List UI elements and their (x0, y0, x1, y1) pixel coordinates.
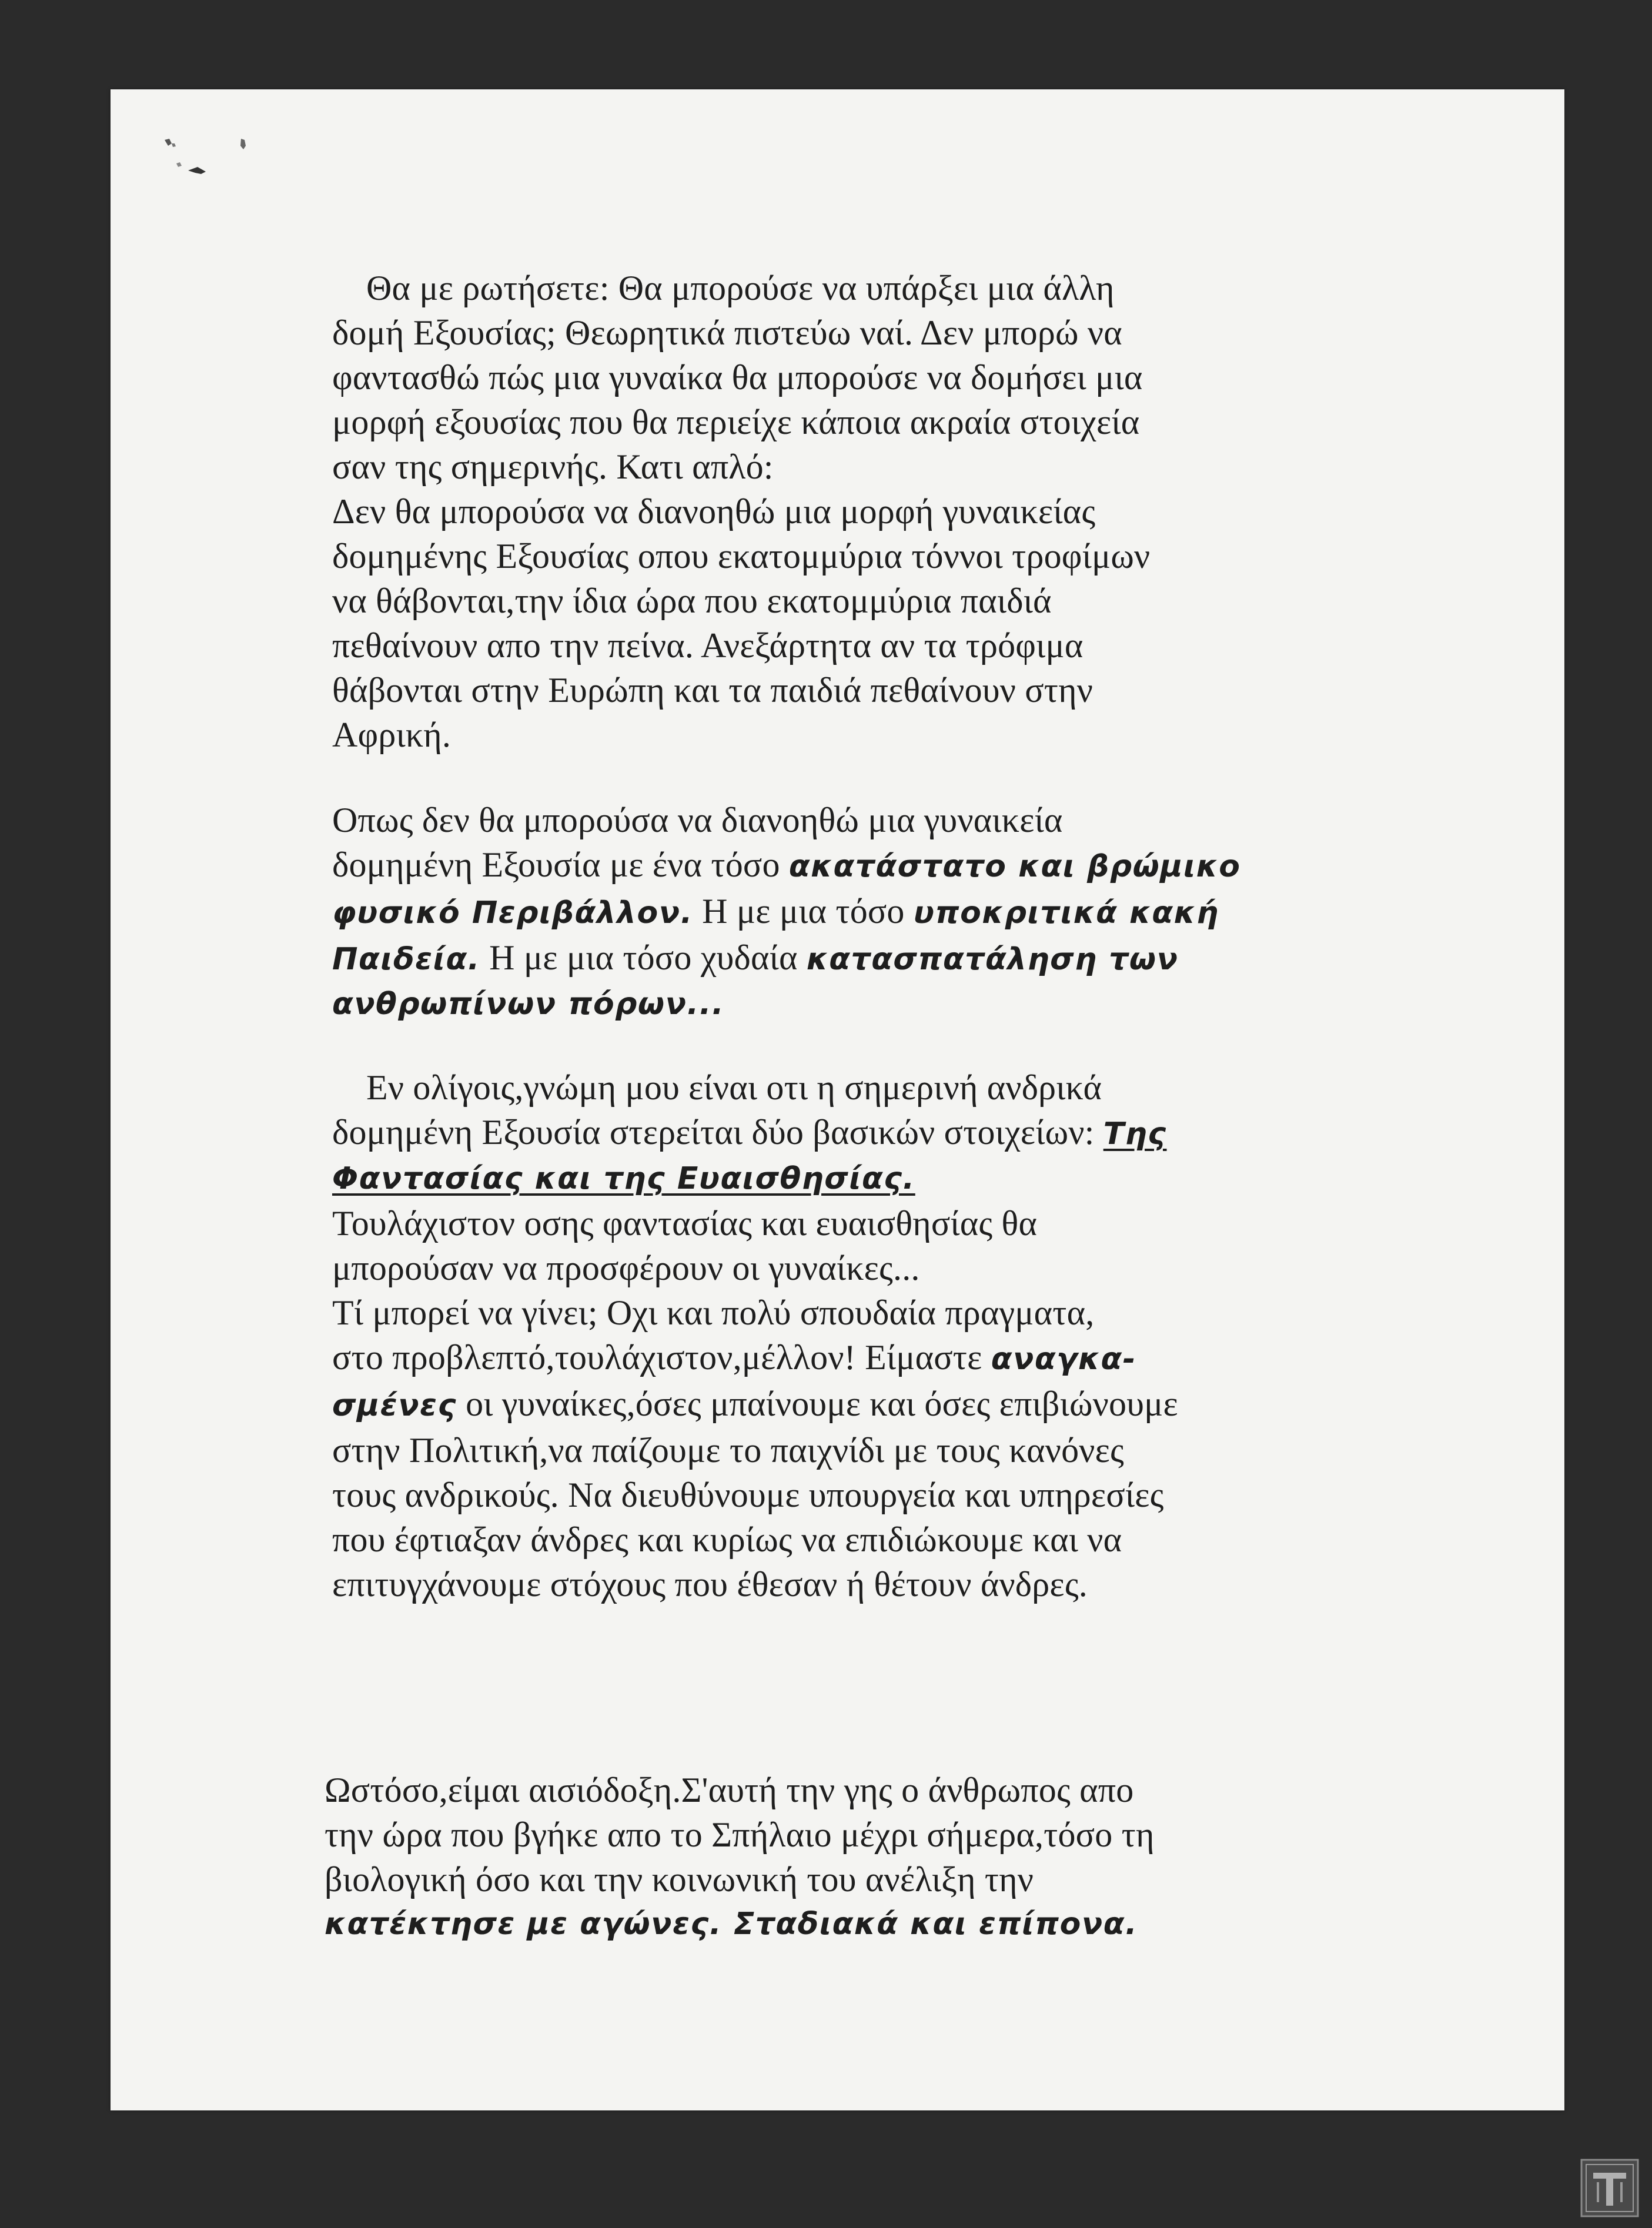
staple-holes (159, 136, 265, 189)
text-line: πεθαίνουν απο την πείνα. Ανεξάρτητα αν τα τρόφιμα (332, 626, 1084, 665)
text-line (332, 842, 1343, 889)
paragraph-4 (325, 1768, 1336, 1946)
text-run: Η με μια τόσο (693, 892, 914, 931)
emphasis-text: Παιδεία. (332, 942, 480, 977)
text-line: επιτυγχάνουμε στόχους που έθεσαν ή θέτουν άνδρες. (332, 1565, 1088, 1604)
text-run: Η με μια τόσο χυδαία (480, 938, 807, 977)
text-run: δομημένη Εξουσία στερείται δύο βασικών στοιχείων: (332, 1113, 1103, 1152)
emphasis-line: κατέκτησε με αγώνες. Σταδιακά και επίπονα. (325, 1906, 1138, 1942)
text-line (332, 1381, 1343, 1428)
text-run: δομημένη Εξουσία με ένα τόσο (332, 845, 789, 884)
paragraph-2 (332, 798, 1343, 1026)
emphasis-text: σμένες (332, 1388, 457, 1423)
text-run: στο προβλεπτό,τουλάχιστον,μέλλον! Είμαστε (332, 1338, 991, 1377)
text-line: την ώρα που βγήκε απο το Σπήλαιο μέχρι σήμερα,τόσο τη (325, 1815, 1155, 1854)
emphasis-text: ακατάστατο και βρώμικο (788, 849, 1241, 884)
text-line: μπορούσαν να προσφέρουν οι γυναίκες... (332, 1249, 920, 1287)
text-line: Θα με ρωτήσετε: Θα μπορούσε να υπάρξει μια άλλη (366, 269, 1115, 307)
underlined-emphasis-line: Φαντασίας και της Ευαισθησίας. (332, 1161, 915, 1196)
text-line: που έφτιαξαν άνδρες και κυρίως να επιδιώκουμε και να (332, 1520, 1122, 1559)
text-line: δομημένης Εξουσίας οπου εκατομμύρια τόννοι τροφίμων (332, 537, 1151, 576)
emphasis-text: αναγκα- (991, 1342, 1136, 1377)
text-line: μορφή εξουσίας που θα περιείχε κάποια ακραία στοιχεία (332, 403, 1140, 441)
emphasis-text: κατασπατάληση των (806, 942, 1179, 977)
emphasis-text: φυσικό Περιβάλλον. (332, 895, 693, 931)
text-line: στην Πολιτική,να παίζουμε το παιχνίδι με τους κανόνες (332, 1431, 1124, 1470)
text-line: βιολογική όσο και την κοινωνική του ανέλιξη την (325, 1860, 1034, 1899)
text-line: Εν ολίγοις,γνώμη μου είναι οτι η σημερινή ανδρικά (366, 1068, 1102, 1107)
text-line (332, 889, 1343, 935)
emphasis-text: υποκριτικά κακή (913, 895, 1219, 931)
text-line: δομή Εξουσίας; Θεωρητικά πιστεύω ναί. Δεν μπορώ να (332, 313, 1122, 352)
text-line: να θάβονται,την ίδια ώρα που εκατομμύρια παιδιά (332, 581, 1052, 620)
text-line: Τουλάχιστον οσης φαντασίας και ευαισθησίας θα (332, 1204, 1038, 1243)
paragraph-3 (332, 1065, 1343, 1607)
text-line: Ωστόσο,είμαι αισιόδοξη.Σ'αυτή την γης ο άνθρωπος απο (325, 1771, 1134, 1809)
text-line: τους ανδρικούς. Να διευθύνουμε υπουργεία και υπηρεσίες (332, 1476, 1164, 1514)
text-line: Οπως δεν θα μπορούσα να διανοηθώ μια γυναικεία (332, 801, 1063, 839)
underlined-emphasis: Της (1103, 1116, 1167, 1152)
archive-logo-icon (1580, 2159, 1639, 2217)
text-line (332, 1335, 1343, 1381)
emphasis-line: ανθρωπίνων πόρων... (332, 986, 725, 1022)
text-line: σαν της σημερινής. Κατι απλό: (332, 447, 774, 486)
text-line: Τί μπορεί να γίνει; Οχι και πολύ σπουδαία πραγματα, (332, 1293, 1095, 1332)
text-line: Δεν θα μπορούσα να διανοηθώ μια μορφή γυναικείας (332, 492, 1096, 531)
text-run: οι γυναίκες,όσες μπαίνουμε και όσες επιβιώνουμε (456, 1384, 1178, 1423)
text-line: Αφρική. (332, 715, 452, 754)
text-line: φαντασθώ πώς μια γυναίκα θα μπορούσε να δομήσει μια (332, 358, 1143, 397)
text-line (332, 1110, 1343, 1156)
text-line: θάβονται στην Ευρώπη και τα παιδιά πεθαίνουν στην (332, 671, 1093, 710)
text-line (332, 935, 1343, 982)
paragraph-1 (332, 266, 1343, 757)
